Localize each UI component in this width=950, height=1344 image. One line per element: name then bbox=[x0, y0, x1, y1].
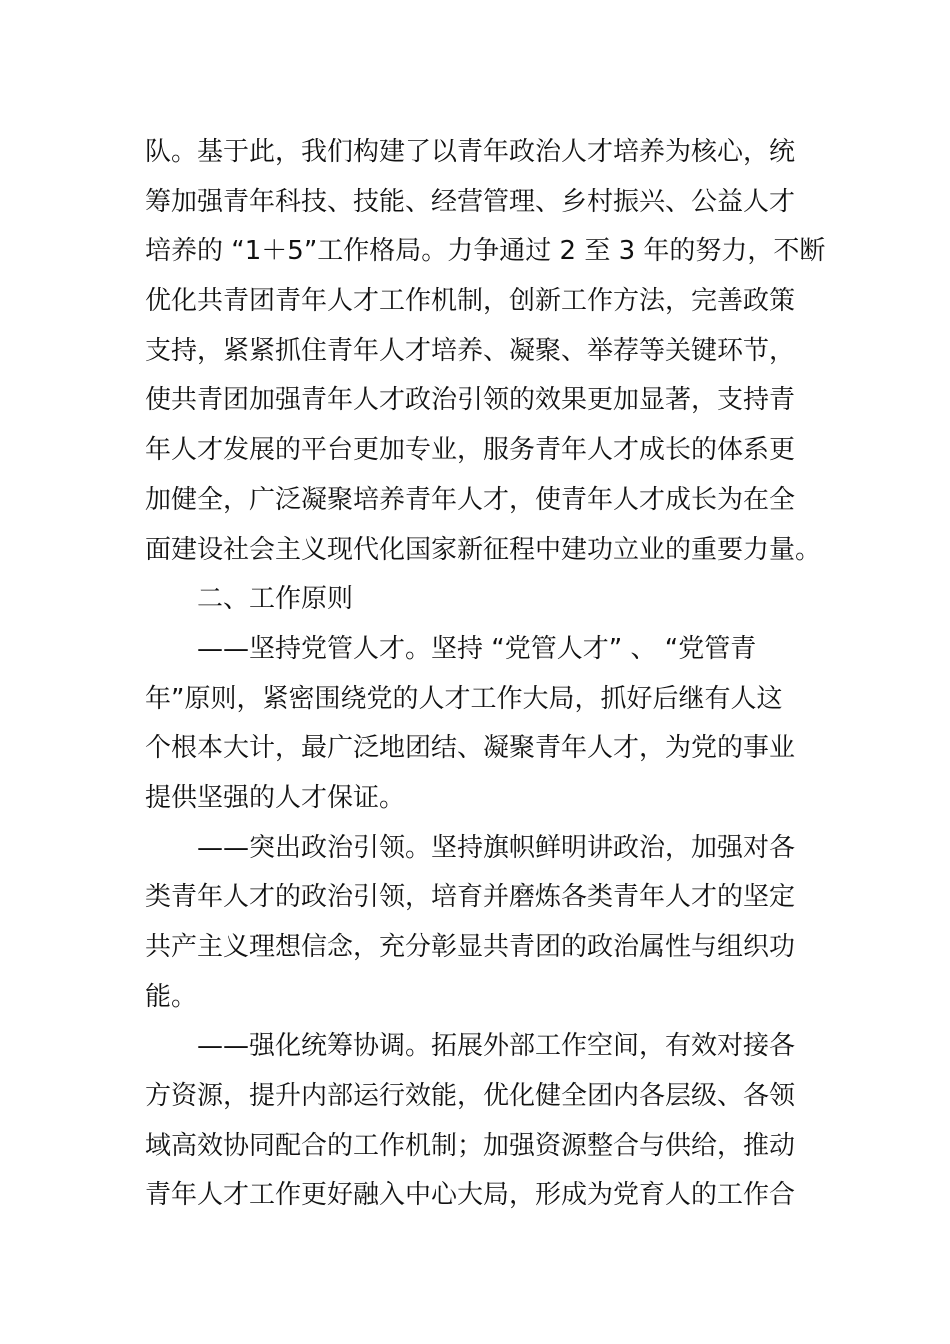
text-line: 个根本大计，最广泛地团结、凝聚青年人才，为党的事业 bbox=[145, 733, 796, 764]
text-line: 加健全，广泛凝聚培养青年人才，使青年人才成长为在全 bbox=[145, 484, 796, 515]
text-line: 年”原则，紧密围绕党的人才工作大局，抓好后继有人这 bbox=[145, 683, 783, 714]
text-line: 共产主义理想信念，充分彰显共青团的政治属性与组织功 bbox=[145, 932, 796, 962]
text-line: 培养的 “1＋5”工作格局。力争通过 2 至 3 年的努力，不断 bbox=[145, 236, 826, 267]
text-line: 域高效协同配合的工作机制；加强资源整合与供给，推动 bbox=[145, 1130, 796, 1161]
text-line: 青年人才工作更好融入中心大局，形成为党育人的工作合 bbox=[145, 1180, 796, 1211]
text-line: 使共青团加强青年人才政治引领的效果更加显著，支持青 bbox=[145, 385, 796, 416]
section-heading: 二、工作原则 bbox=[197, 584, 354, 615]
text-line: ——强化统筹协调。拓展外部工作空间，有效对接各 bbox=[197, 1031, 796, 1062]
text-line: 能。 bbox=[145, 981, 198, 1012]
text-line: 支持，紧紧抓住青年人才培养、凝聚、举荐等关键环节， bbox=[145, 335, 796, 366]
text-line: 面建设社会主义现代化国家新征程中建功立业的重要力量。 bbox=[145, 534, 822, 565]
text-line: 优化共青团青年人才工作机制，创新工作方法，完善政策 bbox=[145, 286, 796, 317]
text-line: 提供坚强的人才保证。 bbox=[145, 782, 406, 813]
text-line: 筹加强青年科技、技能、经营管理、乡村振兴、公益人才 bbox=[145, 186, 796, 217]
text-line: ——坚持党管人才。坚持 “党管人才” 、 “党管青 bbox=[197, 633, 757, 664]
text-line: 方资源，提升内部运行效能，优化健全团内各层级、各领 bbox=[145, 1081, 796, 1112]
text-line: 队。基于此，我们构建了以青年政治人才培养为核心，统 bbox=[145, 137, 796, 167]
text-line: 类青年人才的政治引领，培育并磨炼各类青年人才的坚定 bbox=[145, 882, 796, 913]
document-body bbox=[145, 128, 826, 1221]
text-line: ——突出政治引领。坚持旗帜鲜明讲政治，加强对各 bbox=[197, 832, 796, 863]
text-line: 年人才发展的平台更加专业，服务青年人才成长的体系更 bbox=[145, 435, 796, 466]
